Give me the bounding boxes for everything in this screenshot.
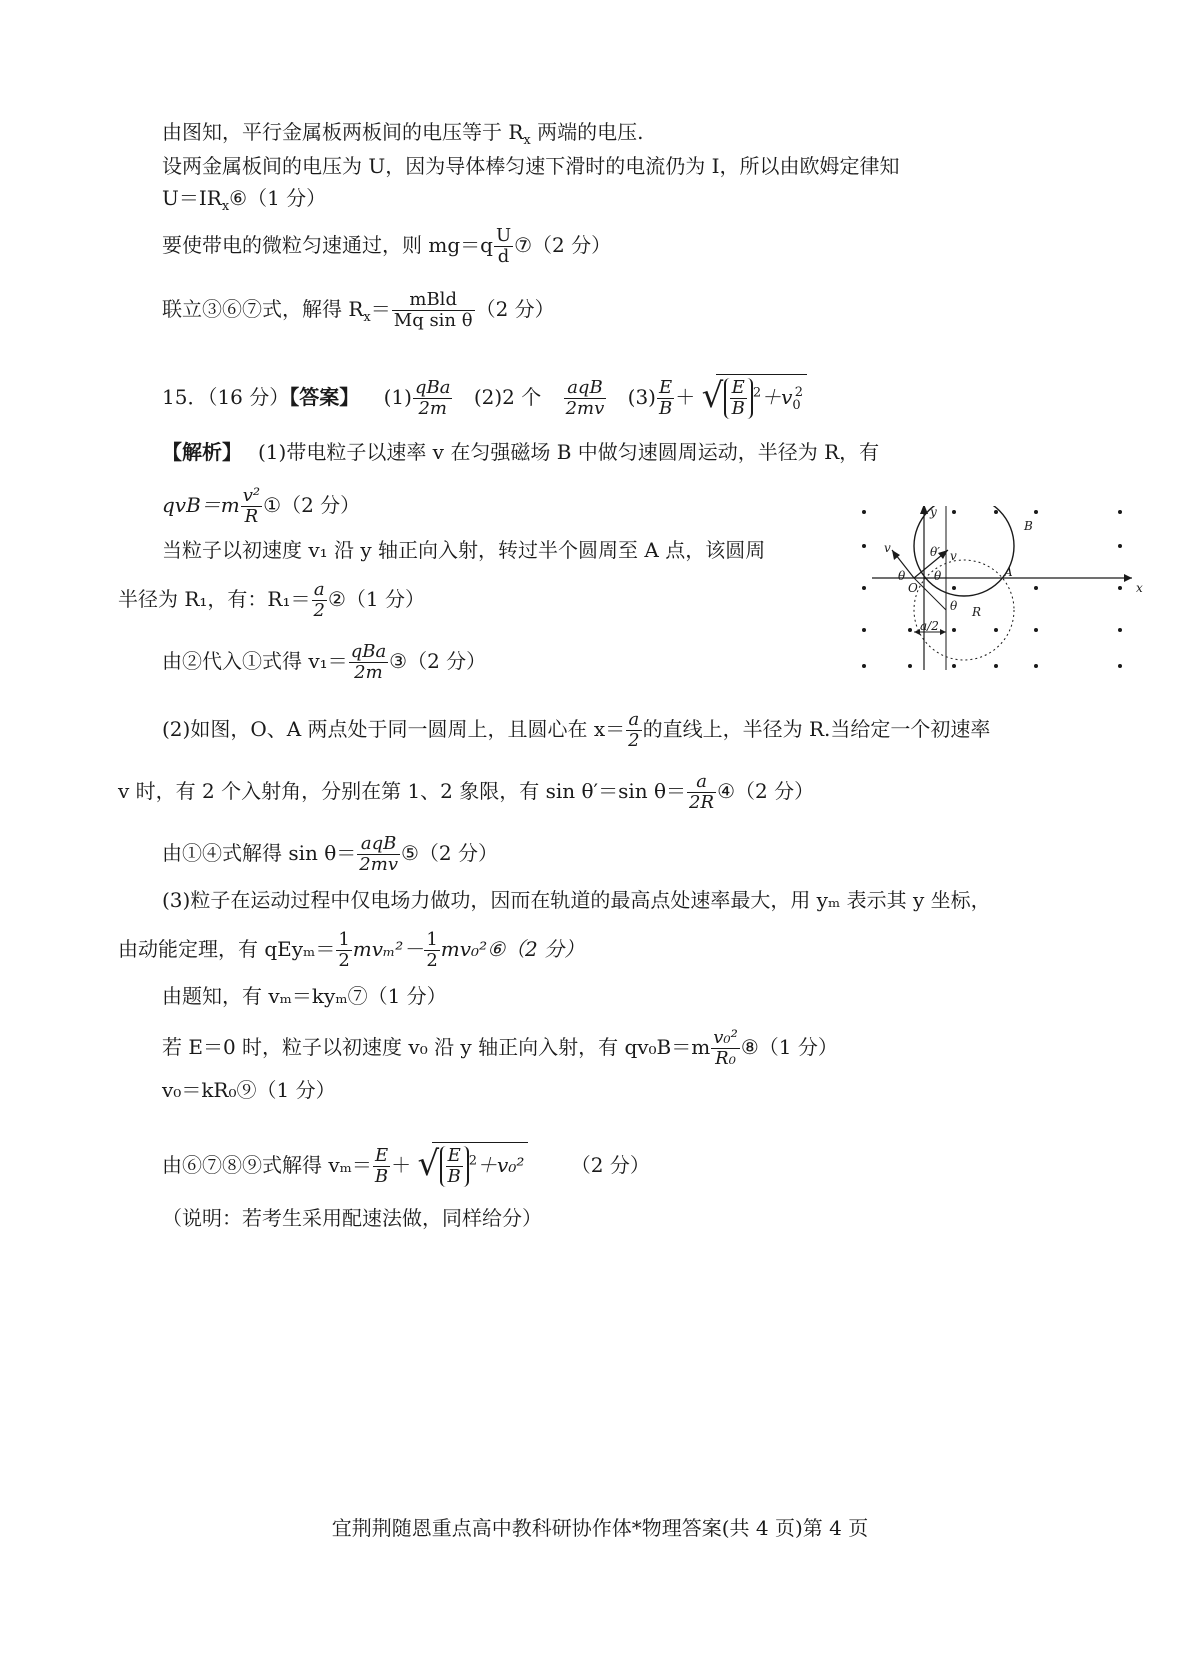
equation-line: qvB＝m $\frac{\text{v²}}{R}$ ①（2 分） [162,485,361,527]
label-theta-2: θ [934,569,942,583]
equation-line: 由题知，有 vₘ＝kyₘ⑦（1 分） [162,984,447,1008]
equation-line: v₀＝kR₀⑨（1 分） [162,1078,336,1102]
label-O: O [908,581,918,595]
label-R: R [972,605,982,619]
label-v-right: v [950,549,957,563]
equation-line: 要使带电的微粒匀速通过，则 mg＝q $\frac{U}{d}$ ⑦（2 分） [162,225,612,267]
equation-line: $U=IR_x⑥(1$ 分） [162,186,327,214]
text-line: 设两金属板间的电压为 U，因为导体棒匀速下滑时的电流仍为 I，所以由欧姆定律知 [162,154,900,178]
sqrt: √ $\frac{E}{B}$ $^2+v_0^2$ [702,378,803,419]
label-v-left: v [884,541,891,555]
equation-line: 由①④式解得 sin θ＝ $\frac{\text{aqB}}{2mv}$ ⑤（2 分） [162,833,499,875]
text-line: 由图知，平行金属板两板间的电压等于 $R_x$ 两端的电压. [162,120,644,148]
equation-line: 由②代入①式得 v₁＝ $\frac{\text{qBa}}{2m}$ ③（2 分） [162,641,487,683]
label-y: y [930,506,937,519]
text-line: v 时，有 2 个入射角，分别在第 1、2 象限，有 sin θ′＝sin θ＝ $\frac{a}{2R}$ ④（2 分） [118,771,815,813]
note-line: （说明：若考生采用配速法做，同样给分） [162,1206,542,1230]
text-line: 当粒子以初速度 v₁ 沿 y 轴正向入射，转过半个圆周至 A 点，该圆周 [162,538,766,562]
text-line: (3)粒子在运动过程中仅电场力做功，因而在轨道的最高点处速率最大，用 yₘ 表示其 y 坐标， [162,888,991,912]
label-x: x [1136,581,1143,595]
dashed-circle [914,560,1014,660]
analysis-line: 【解析】 (1)带电粒子以速率 v 在匀强磁场 B 中做匀速圆周运动，半径为 R，有 [162,440,880,464]
label-B: B [1024,519,1033,533]
equation-line: 联立③⑥⑦式，解得 $R_x=$ $\frac{\text{mBld}}{\text{Mq sin θ}}$ （2 分） [162,289,555,331]
question-15-answer: 15．（16 分）【答案】 (1) $\frac{\text{qBa}}{2m}$ (2)2 个 $\frac{\text{aqB}}{2mv}$ (3) $\frac{E}{B}$ ＋ √ $\frac{E}{B}$ $^2+v_0^2$ [162,378,803,419]
trajectory-circle [914,506,1014,596]
page-footer: 宜荆荆随恩重点高中教科研协作体*物理答案(共 4 页)第 4 页 [331,1516,869,1540]
sqrt: √ $\frac{E}{B}$ $^2$＋v₀² [418,1146,525,1187]
fraction: $\frac{U}{d}$ [495,225,512,267]
label-theta-prime: θ′ [930,545,940,559]
label-theta-3: θ [950,599,958,613]
equation-line: 由⑥⑦⑧⑨式解得 vₘ＝ $\frac{E}{B}$ ＋ √ $\frac{E}{B}$ $^2$＋v₀² （2 分） [162,1144,650,1187]
magnetic-field-diagram [858,506,1188,676]
fraction: $\frac{\text{mBld}}{\text{Mq sin θ}}$ [393,289,473,331]
label-theta-1: θ [898,569,906,583]
equation-line: 半径为 R₁，有：R₁＝ $\frac{a}{2}$ ②（1 分） [118,579,425,621]
field-dots [862,510,1122,668]
text-line: (2)如图，O、A 两点处于同一圆周上，且圆心在 x＝ $\frac{a}{2}$ 的直线上，半径为 R.当给定一个初速率 [162,709,991,751]
label-A: A [1004,565,1013,579]
label-a2: a/2 [920,619,939,633]
equation-line: 由动能定理，有 qEyₘ＝ $\frac{1}{2}$ mvₘ²－ $\frac{1}{2}$ mv₀²⑥（2 分） [118,929,585,971]
equation-line: 若 E＝0 时，粒子以初速度 v₀ 沿 y 轴正向入射，有 qv₀B＝m $\frac{\text{v₀²}}{\text{R₀}}$ ⑧（1 分） [162,1027,838,1069]
